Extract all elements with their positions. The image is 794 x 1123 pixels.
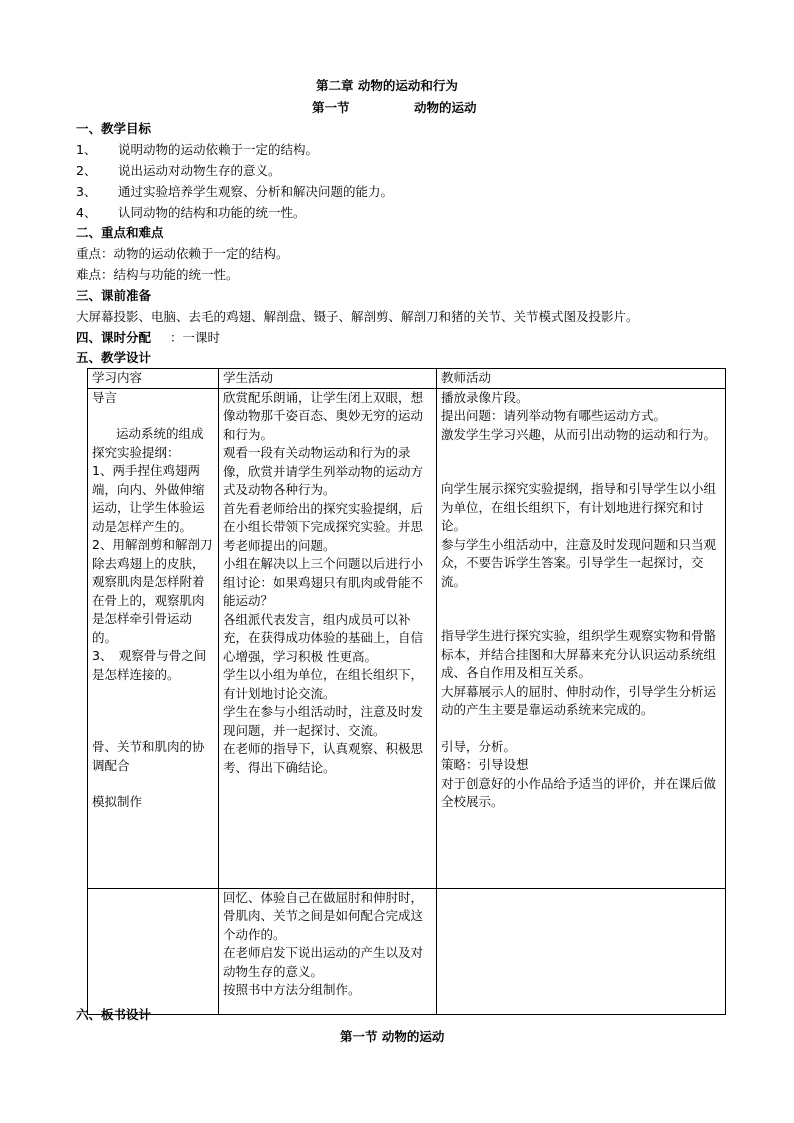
student-activity-10: 在老师启发下说出运动的产生以及对动物生存的意义。 <box>223 945 424 979</box>
content-intro: 导言 <box>92 389 118 405</box>
section-5-heading: 五、教学设计 <box>76 350 152 365</box>
content-item-3: 3、 观察骨与骨之间是怎样连接的。 <box>92 648 207 682</box>
content-item-2: 2、用解剖剪和解剖刀除去鸡翅上的皮肤，观察肌肉是怎样附着在骨上的，观察肌肉是怎样牵引骨运动的。 <box>92 537 213 645</box>
table-header-row <box>88 369 726 389</box>
content-cell-2 <box>88 888 219 1014</box>
teacher-activity-8: 引导，分析。 <box>441 738 517 754</box>
student-cell-2 <box>219 888 437 1014</box>
board-title: 第一节 动物的运动 <box>340 1029 445 1044</box>
section-title-name: 动物的运动 <box>414 100 477 115</box>
section-2-heading: 二、重点和难点 <box>76 225 164 240</box>
student-activity-1: 欣赏配乐朗诵，让学生闭上双眼，想像动物那千姿百态、奥妙无穷的运动和行为。 <box>223 389 424 442</box>
header-teacher: 教师活动 <box>437 369 726 389</box>
objective-2-num: 2、 <box>76 163 97 178</box>
student-activity-3: 首先看老师给出的探究实验提纲，后在小组长带领下完成探究实验。并思考老师提出的问题。 <box>223 500 424 553</box>
teacher-activity-9: 策略：引导设想 <box>441 757 529 772</box>
teaching-design-table <box>87 368 726 1015</box>
objective-3-num: 3、 <box>76 184 97 199</box>
content-coordination: 骨、关节和肌肉的协调配合 <box>92 739 205 773</box>
teacher-activity-6: 指导学生进行探究实验，组织学生观察实物和骨骼标本，并结合挂图和大屏幕来充分认识运动系统组成、各自作用及相互关系。 <box>441 628 717 680</box>
header-content: 学习内容 <box>88 369 219 389</box>
student-activity-5: 各组派代表发言，组内成员可以补充，在获得成功体验的基础上，自信心增强，学习积极 性更高。 <box>223 611 424 664</box>
objective-1-text: 说明动物的运动依赖于一定的结构。 <box>118 142 319 157</box>
teacher-activity-10: 对于创意好的小作品给予适当的评价，并在课后做全校展示。 <box>441 775 717 809</box>
objective-4-num: 4、 <box>76 205 97 220</box>
student-activity-2: 观看一段有关动物运动和行为的录像，欣赏并请学生列举动物的运动方式及动物各种行为。 <box>223 445 424 497</box>
section-3-heading: 三、课前准备 <box>76 288 152 303</box>
student-activity-8: 在老师的指导下，认真观察、积极思考、得出下确结论。 <box>223 741 424 775</box>
chapter-title: 第二章 动物的运动和行为 <box>316 78 458 93</box>
content-model: 模拟制作 <box>92 794 143 809</box>
student-activity-6: 学生以小组为单位，在组长组织下，有计划地讨论交流。 <box>223 667 424 701</box>
section-6-heading: 六、板书设计 <box>76 1007 152 1022</box>
teacher-activity-5: 参与学生小组活动中，注意及时发现问题和只当观众，不要告诉学生答案。引导学生一起探讨，交流。 <box>441 536 717 589</box>
class-hours: ：一课时 <box>170 330 221 345</box>
teacher-activity-7: 大屏幕展示人的屈肘、伸肘动作，引导学生分析运动的产生主要是靠运动系统来完成的。 <box>441 683 717 717</box>
section-4-heading: 四、课时分配 <box>76 330 152 345</box>
teacher-activity-2: 提出问题：请列举动物有哪些运动方式。 <box>441 408 667 423</box>
key-point: 重点：动物的运动依赖于一定的结构。 <box>76 246 289 261</box>
student-activity-7: 学生在参与小组活动时，注意及时发现问题，并一起探讨、交流。 <box>223 704 424 738</box>
student-activity-9: 回忆、体验自己在做屈肘和伸肘时，骨肌肉、关节之间是如何配合完成这个动作的。 <box>223 889 424 942</box>
content-outline: 探究实验提纲： <box>92 444 180 460</box>
preparation-text: 大屏幕投影、电脑、去毛的鸡翅、解剖盘、镊子、解剖剪、解剖刀和猪的关节、关节模式图及投影片。 <box>76 309 639 324</box>
section-title-label: 第一节 <box>312 100 350 115</box>
teacher-cell <box>437 388 726 888</box>
objective-2-text: 说出运动对动物生存的意义。 <box>118 163 281 178</box>
header-student: 学生活动 <box>219 369 437 389</box>
student-cell <box>219 388 437 888</box>
content-item-1: 1、两手捏住鸡翅两端，向内、外做伸缩运动，让学生体验运动是怎样产生的。 <box>92 463 205 534</box>
teacher-activity-4: 向学生展示探究实验提纲，指导和引导学生以小组为单位，在组长组织下，有计划地进行探究和讨论。 <box>441 481 717 533</box>
table-row <box>88 388 726 888</box>
teacher-cell-2 <box>437 888 726 1014</box>
objective-1-num: 1、 <box>76 142 97 157</box>
student-activity-11: 按照书中方法分组制作。 <box>223 982 361 997</box>
objective-3-text: 通过实验培养学生观察、分析和解决问题的能力。 <box>118 184 394 199</box>
content-system: 运动系统的组成 <box>116 426 204 441</box>
table-row <box>88 888 726 1014</box>
teacher-activity-3: 激发学生学习兴趣，从而引出动物的运动和行为。 <box>441 426 717 442</box>
difficult-point: 难点：结构与功能的统一性。 <box>76 267 239 282</box>
student-activity-4: 小组在解决以上三个问题以后进行小组讨论：如果鸡翅只有肌肉或骨能不能运动？ <box>223 556 424 608</box>
teacher-activity-1: 播放录像片段。 <box>441 389 529 405</box>
section-1-heading: 一、教学目标 <box>76 121 152 136</box>
content-cell <box>88 388 219 888</box>
objective-4-text: 认同动物的结构和功能的统一性。 <box>118 205 306 220</box>
